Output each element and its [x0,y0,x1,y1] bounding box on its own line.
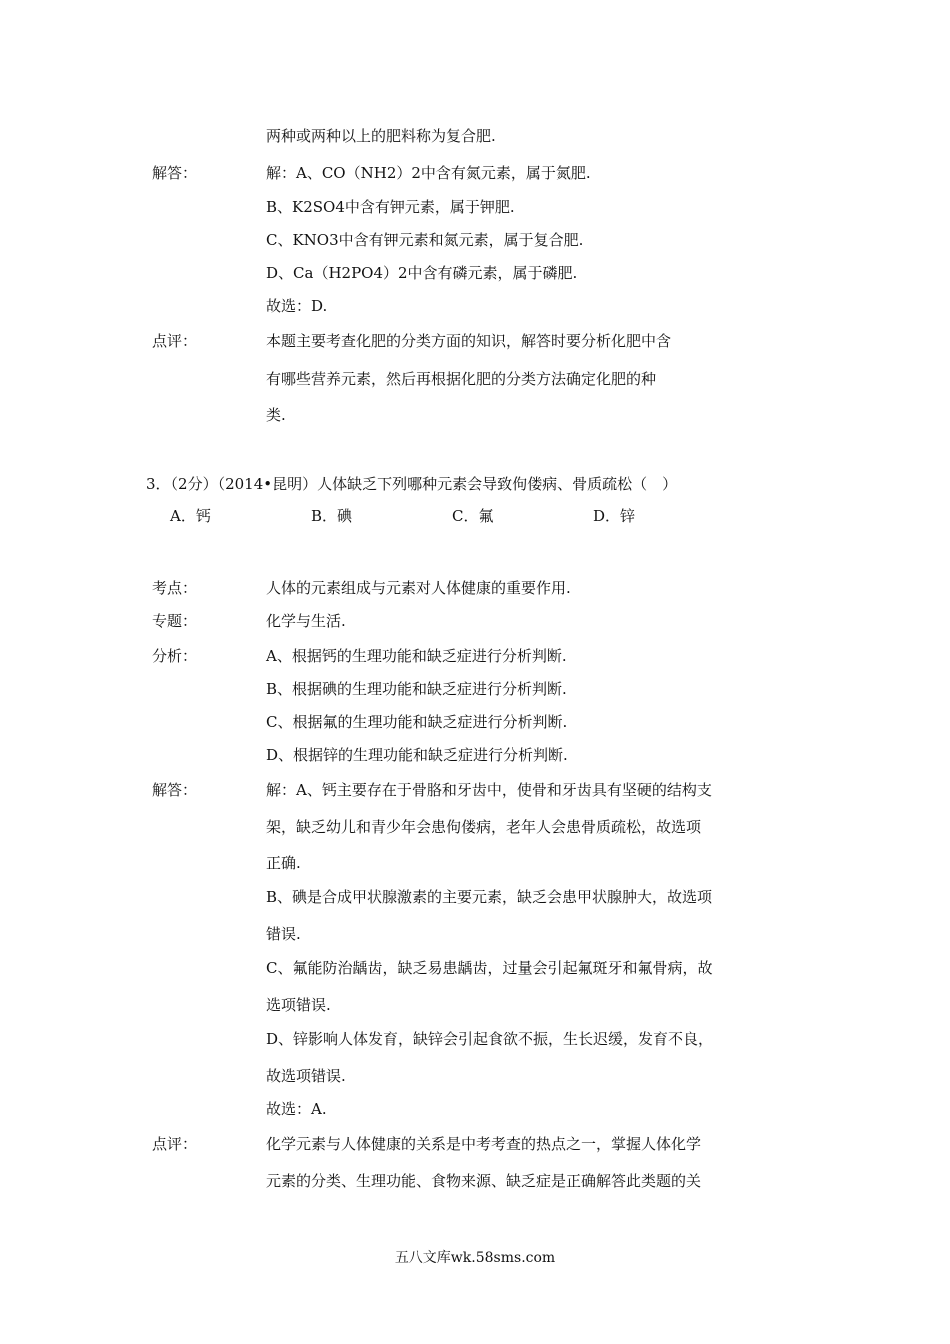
q3-answer-line: 故选项错误. [266,1067,346,1085]
answer-label: 解答： [152,164,198,182]
q3-answer-line: 故选：A. [266,1100,327,1118]
q3-comment-label: 点评： [152,1135,198,1153]
option-a: A．钙 [170,507,211,525]
comment-label: 点评： [152,332,198,350]
option-b: B．碘 [311,507,353,525]
q3-answer-line: B、碘是合成甲状腺激素的主要元素，缺乏会患甲状腺肿大，故选项 [266,888,713,906]
comment-line: 有哪些营养元素，然后再根据化肥的分类方法确定化肥的种 [266,370,657,388]
kaodian-text: 人体的元素组成与元素对人体健康的重要作用. [266,579,571,597]
question-stem: 3．（2分）（2014•昆明）人体缺乏下列哪种元素会导致佝偻病、骨质疏松（ ） [146,475,678,493]
option-d: D．锌 [593,507,636,525]
q3-answer-line: 错误. [266,925,301,943]
kaodian-label: 考点： [152,579,198,597]
fenxi-line: C、根据氟的生理功能和缺乏症进行分析判断. [266,713,568,731]
q3-comment-line: 化学元素与人体健康的关系是中考考查的热点之一，掌握人体化学 [266,1135,702,1153]
answer-line: D、Ca（H2PO4）2中含有磷元素，属于磷肥. [266,264,578,282]
answer-line: B、K2SO4中含有钾元素，属于钾肥. [266,198,515,216]
option-c: C．氟 [452,507,494,525]
zhuanti-label: 专题： [152,612,198,630]
footer-watermark: 五八文库wk.58sms.com [394,1250,556,1266]
q3-answer-line: C、氟能防治龋齿，缺乏易患龋齿，过量会引起氟斑牙和氟骨病，故 [266,959,713,977]
answer-line: C、KNO3中含有钾元素和氮元素，属于复合肥. [266,231,584,249]
fenxi-line: D、根据锌的生理功能和缺乏症进行分析判断. [266,746,568,764]
comment-line: 类. [266,406,286,424]
fenxi-label: 分析： [152,647,198,665]
q3-answer-line: D、锌影响人体发育，缺锌会引起食欲不振，生长迟缓，发育不良， [266,1030,714,1048]
q3-comment-line: 元素的分类、生理功能、食物来源、缺乏症是正确解答此类题的关 [266,1172,702,1190]
answer-line: 故选：D. [266,297,328,315]
q3-answer-line: 解：A、钙主要存在于骨胳和牙齿中，使骨和牙齿具有坚硬的结构支 [266,781,712,799]
q3-answer-line: 选项错误. [266,996,331,1014]
q3-answer-line: 正确. [266,854,301,872]
analysis-tail: 两种或两种以上的肥料称为复合肥. [266,127,496,145]
comment-line: 本题主要考查化肥的分类方面的知识，解答时要分析化肥中含 [266,332,672,350]
fenxi-line: A、根据钙的生理功能和缺乏症进行分析判断. [266,647,567,665]
answer-line: 解：A、CO（NH2）2中含有氮元素，属于氮肥. [266,164,591,182]
q3-answer-label: 解答： [152,781,198,799]
q3-answer-line: 架，缺乏幼儿和青少年会患佝偻病，老年人会患骨质疏松，故选项 [266,818,702,836]
zhuanti-text: 化学与生活. [266,612,346,630]
fenxi-line: B、根据碘的生理功能和缺乏症进行分析判断. [266,680,567,698]
